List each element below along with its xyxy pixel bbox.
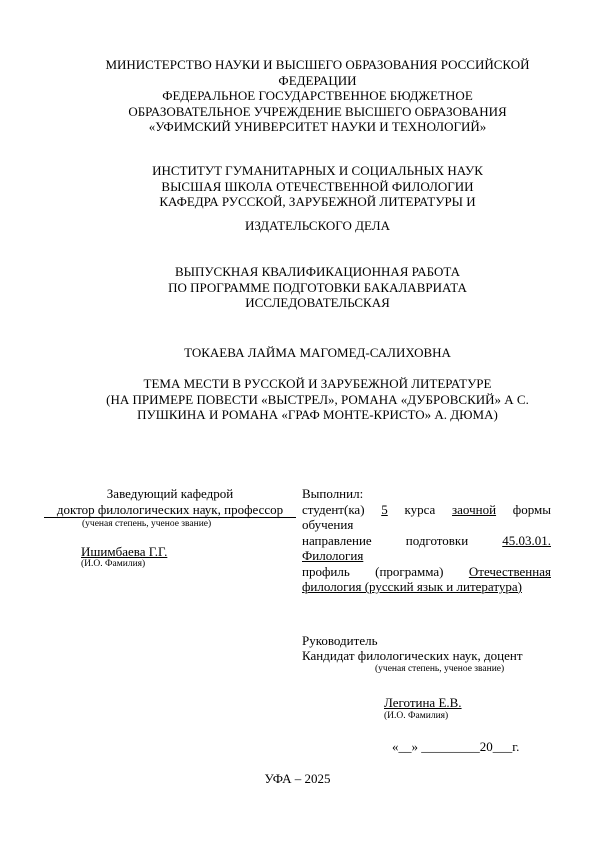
profile-line <box>302 564 551 580</box>
head-name-text: Ишимбаева Г.Г. <box>81 543 168 559</box>
student-line: обучения <box>302 517 354 532</box>
direction-code: 45.03.01. <box>502 532 551 548</box>
direction-word: подготовки <box>405 532 469 548</box>
department-header <box>40 163 595 210</box>
student-course-line <box>302 502 551 518</box>
direction-line <box>302 533 551 549</box>
direction-name-text: Филология <box>302 548 364 563</box>
department-header-tail <box>40 218 595 234</box>
header-line: ИНСТИТУТ ГУМАНИТАРНЫХ И СОЦИАЛЬНЫХ НАУК <box>152 163 483 178</box>
course-number: 5 <box>381 501 388 517</box>
header-line: ФЕДЕРАЛЬНОЕ ГОСУДАРСТВЕННОЕ БЮДЖЕТНОЕ <box>162 88 473 103</box>
supervisor-degree-caption: (ученая степень, ученое звание) <box>375 664 505 674</box>
header-line: ИЗДАТЕЛЬСКОГО ДЕЛА <box>245 218 390 233</box>
author-name <box>40 345 595 361</box>
profile-word: профиль <box>302 563 350 579</box>
header-line: МИНИСТЕРСТВО НАУКИ И ВЫСШЕГО ОБРАЗОВАНИЯ РОССИЙСКОЙ <box>105 57 530 72</box>
thesis-title <box>40 376 595 423</box>
student-word: курса <box>404 501 436 517</box>
head-name <box>44 544 296 560</box>
profile-name-text: филология (русский язык и литература) <box>302 579 522 594</box>
profile-name-cont <box>302 579 551 595</box>
author-line: ТОКАЕВА ЛАЙМА МАГОМЕД-САЛИХОВНА <box>184 345 451 360</box>
supervisor-label: Руководитель <box>302 633 378 648</box>
supervisor-name <box>384 695 462 711</box>
student-label: Выполнил: <box>302 486 364 501</box>
student-info <box>302 486 551 595</box>
head-name-caption: (И.О. Фамилия) <box>81 559 146 569</box>
header-line: ФЕДЕРАЦИИ <box>278 72 357 88</box>
city-year: УФА – 2025 <box>264 771 331 786</box>
head-degree-caption: (ученая степень, ученое звание) <box>82 518 212 529</box>
supervisor-name-text: Леготина Е.В. <box>384 695 462 710</box>
work-type-line: ПО ПРОГРАММЕ ПОДГОТОВКИ БАКАЛАВРИАТА <box>168 279 467 295</box>
head-label: Заведующий кафедрой <box>106 486 234 501</box>
study-form: заочной <box>452 501 497 517</box>
work-type-line: ИССЛЕДОВАТЕЛЬСКАЯ <box>245 295 390 310</box>
header-line: ОБРАЗОВАТЕЛЬНОЕ УЧРЕЖДЕНИЕ ВЫСШЕГО ОБРАЗОВАНИЯ <box>128 103 507 119</box>
head-degree-text: доктор филологических наук, профессор <box>56 501 284 517</box>
ministry-header <box>40 57 595 135</box>
work-type-line: ВЫПУСКНАЯ КВАЛИФИКАЦИОННАЯ РАБОТА <box>174 264 461 279</box>
direction-name <box>302 548 551 564</box>
profile-name: Отечественная <box>468 563 551 579</box>
profile-word: (программа) <box>375 563 444 579</box>
title-line: ТЕМА МЕСТИ В РУССКОЙ И ЗАРУБЕЖНОЙ ЛИТЕРАТУРЕ <box>143 376 492 391</box>
title-line: (НА ПРИМЕРЕ ПОВЕСТИ «ВЫСТРЕЛ», РОМАНА «ДУБРОВСКИЙ» А С. <box>106 391 529 407</box>
student-word: студент(ка) <box>302 501 365 517</box>
supervisor-name-caption: (И.О. Фамилия) <box>384 711 449 721</box>
header-line: КАФЕДРА РУССКОЙ, ЗАРУБЕЖНОЙ ЛИТЕРАТУРЫ И <box>159 194 476 209</box>
header-line: ВЫСШАЯ ШКОЛА ОТЕЧЕСТВЕННОЙ ФИЛОЛОГИИ <box>161 178 474 194</box>
direction-word: направление <box>302 532 372 548</box>
head-degree <box>44 502 296 518</box>
header-line: «УФИМСКИЙ УНИВЕРСИТЕТ НАУКИ И ТЕХНОЛОГИЙ» <box>148 119 487 134</box>
supervisor-degree: Кандидат филологических наук, доцент <box>302 648 523 663</box>
title-line: ПУШКИНА И РОМАНА «ГРАФ МОНТЕ-КРИСТО» А. ДЮМА) <box>137 407 498 422</box>
work-type <box>40 264 595 311</box>
date-line: «__» _________20___г. <box>392 739 520 754</box>
head-of-department <box>44 486 296 570</box>
student-word: формы <box>512 501 551 517</box>
